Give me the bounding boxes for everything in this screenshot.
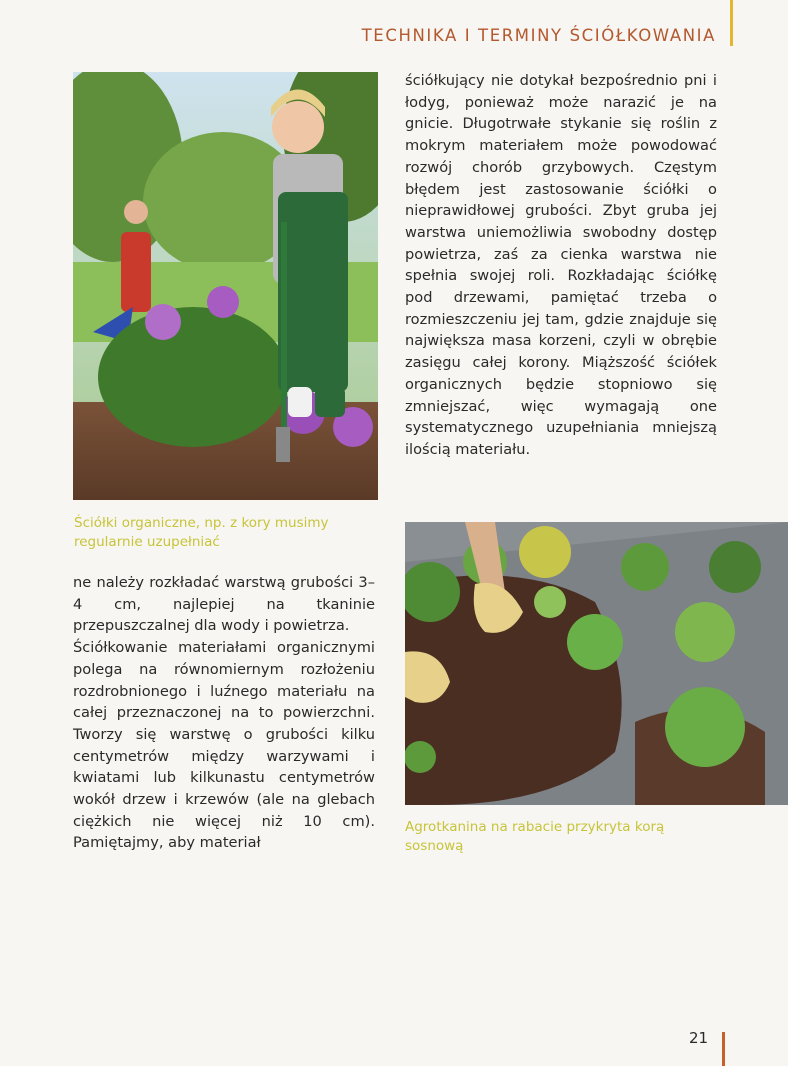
figure-caption-1: Ściółki organiczne, np. z kory musimy regularnie uzupełniać	[74, 515, 329, 550]
page-accent-bar	[722, 1032, 725, 1066]
photo-agrotextile-bed	[405, 522, 788, 805]
left-paragraph-1: ne należy rozkładać warstwą grubości 3–4 cm, najlepiej na tkaninie przepuszczalnej dla wody i powietrza.	[73, 574, 375, 635]
left-paragraph-2: Ściółkowanie materiałami organicznymi polega na równomiernym rozłożeniu rozdrobnionego i luźnego materiału na całej przeznaczonej na to powierzchni. Tworzy się warstwę o grubości kilku centymetrów między warzywami i kwiatami lub kilkunastu centymetrów wokół drzew i krzewów (ale na glebach ciężkich nie więcej niż 10 cm). Pamiętajmy, aby materiał	[73, 639, 375, 852]
left-column-text	[73, 572, 375, 854]
right-column-text	[405, 70, 717, 461]
header-accent-bar	[730, 0, 733, 46]
right-paragraph: ściółkujący nie dotykał bezpośrednio pni i łodyg, ponieważ może narazić je na gnicie. Długotrwałe stykanie się roślin z mokrym materiałem może powodować rozwój chorób grzybowych. Częstym błędem jest zastosowanie ściółki o nieprawidłowej grubości. Zbyt gruba jej warstwa uniemożliwia swobodny dostęp powietrza, zaś za cienka warstwa nie spełnia swojej roli. Rozkładając ściółkę pod drzewami, pamiętać trzeba o rozmieszczeniu jej tam, gdzie znajduje się największa masa korzeni, czyli w obrębie zasięgu całej korony. Miąższość ściółek organicznych będzie stopniowo się zmniejszać, więc wymagają one systematycznego uzupełniania mniejszą ilością materiału.	[405, 72, 717, 458]
running-header: TECHNIKA I TERMINY ŚCIÓŁKOWANIA	[361, 26, 716, 45]
photo-gardeners-mulching	[73, 72, 378, 500]
page-number: 21	[689, 1029, 709, 1047]
figure-caption-2: Agrotkanina na rabacie przykryta korą sosnową	[405, 819, 665, 854]
